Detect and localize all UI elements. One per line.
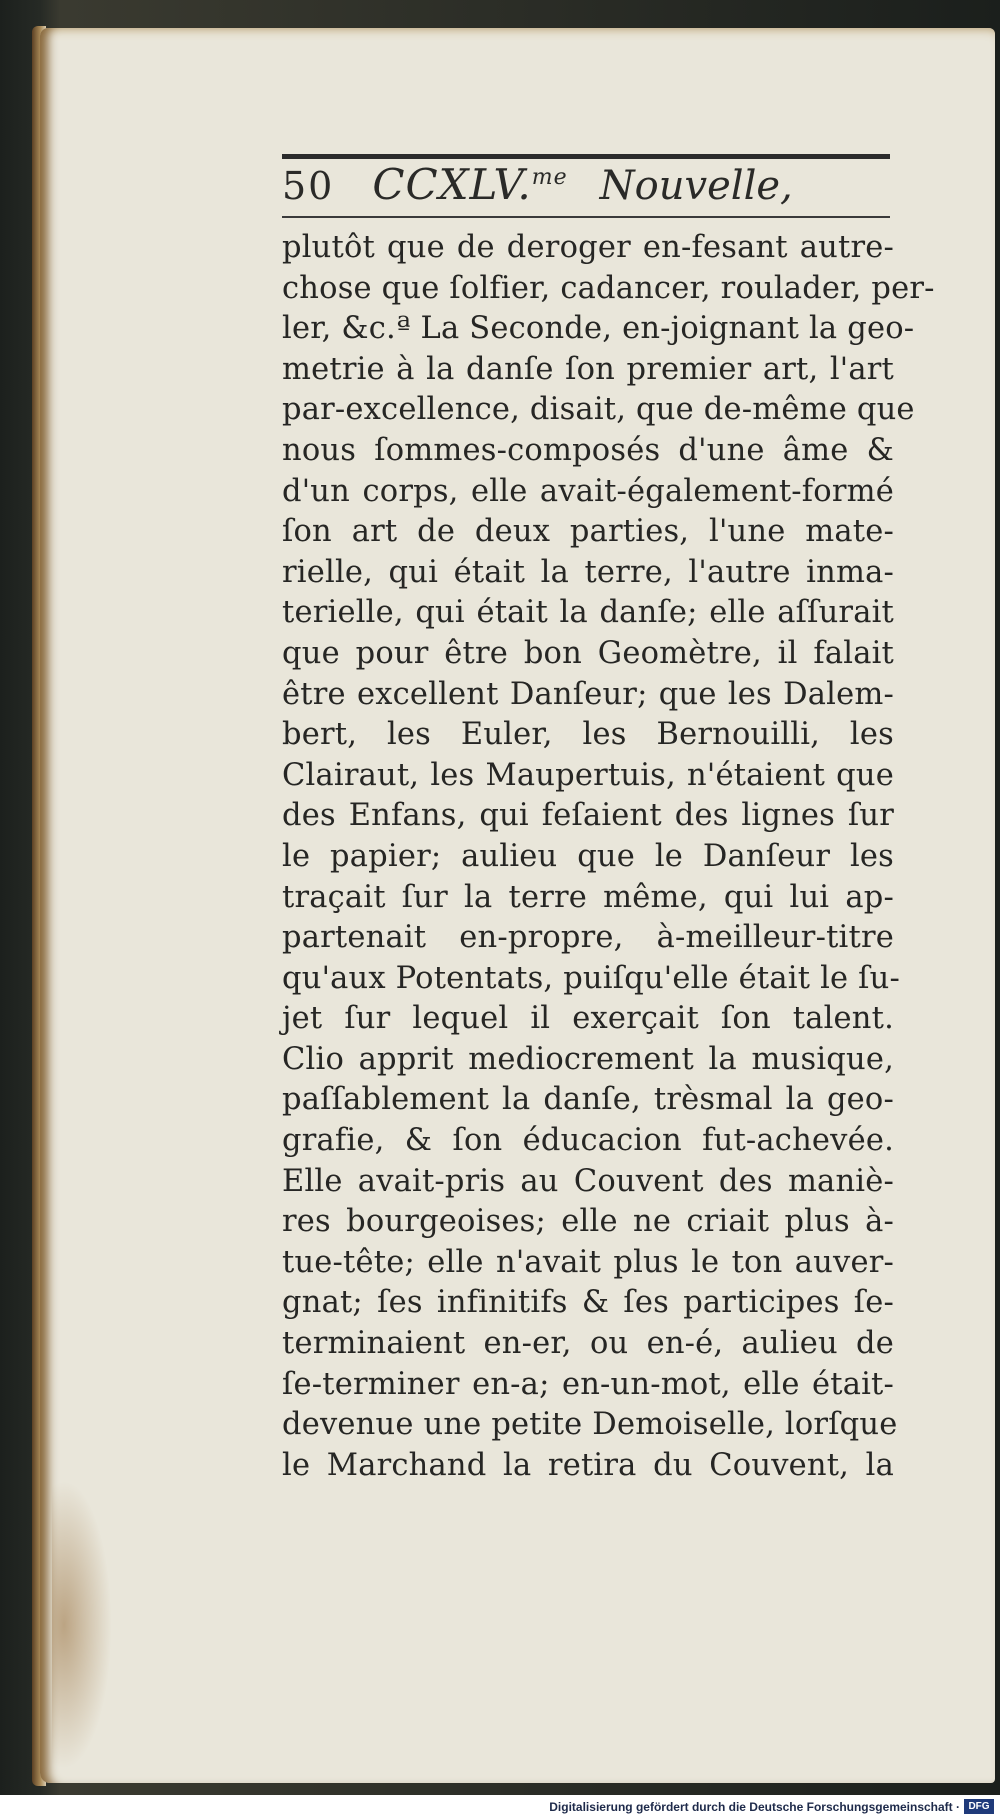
text-line: par-excellence, disait, que de-même que — [282, 392, 915, 428]
head-rule-top — [282, 154, 890, 159]
text-line: metrie à la danſe ſon premier art, l'art — [282, 351, 894, 387]
chapter-numeral — [372, 160, 567, 209]
body-text — [282, 228, 935, 1486]
text-line: terminaient en-er, ou en-é, aulieu de — [282, 1326, 894, 1362]
text-line: res bourgeoises; elle ne criait plus à- — [282, 1204, 894, 1240]
text-line: des Enfans, qui feſaient des lignes ſur — [282, 798, 894, 834]
text-line: le papier; aulieu que le Danſeur les — [282, 838, 894, 874]
text-line: traçait ſur la terre même, qui lui ap- — [282, 879, 894, 915]
text-line: être excellent Danſeur; que les Dalem- — [282, 676, 894, 712]
text-line: Elle avait-pris au Couvent des maniè- — [282, 1163, 894, 1199]
text-line: nous ſommes-composés d'une âme & — [282, 432, 894, 468]
text-line: bert, les Euler, les Bernouilli, les — [282, 717, 894, 753]
chapter-word: Nouvelle, — [599, 163, 793, 209]
text-line: Clio apprit mediocrement la musique, — [282, 1041, 894, 1077]
text-line: ſon art de deux parties, l'une mate- — [282, 514, 894, 550]
text-line: que pour être bon Geomètre, il falait — [282, 635, 894, 671]
text-line: grafie, & ſon éducacion fut-achevée. — [282, 1123, 894, 1159]
text-line: ler, &c.ª La Seconde, en-joignant la geo- — [282, 311, 915, 347]
text-line: chose que ſolfier, cadancer, roulader, per- — [282, 270, 935, 306]
text-line: terielle, qui était la danſe; elle aſſurait — [282, 595, 894, 631]
head-rule-bottom — [282, 216, 890, 218]
text-line: tue-tête; elle n'avait plus le ton auver- — [282, 1244, 894, 1280]
running-head — [282, 160, 890, 216]
text-line: jet ſur lequel il exerçait ſon talent. — [282, 1001, 894, 1037]
text-line: devenue une petite Demoiselle, lorſque — [282, 1407, 898, 1443]
text-line: plutôt que de deroger en-fesant autre- — [282, 230, 894, 265]
text-line: paſſablement la danſe, trèsmal la geo- — [282, 1082, 894, 1118]
chapter-numeral-superscript: me — [531, 165, 568, 190]
text-line: qu'aux Potentats, puiſqu'elle était le ſu- — [282, 960, 901, 996]
text-line: ſe-terminer en-a; en-un-mot, elle était- — [282, 1366, 894, 1402]
text-line: rielle, qui était la terre, l'autre inma- — [282, 554, 894, 590]
text-line: gnat; ſes infinitifs & ſes participes ſe- — [282, 1285, 894, 1321]
dfg-logo: DFG — [964, 1799, 994, 1814]
page-number: 50 — [282, 164, 335, 208]
text-line: partenait en-propre, à-meilleur-titre — [282, 920, 894, 956]
footer-credit: Digitalisierung gefördert durch die Deutsche Forschungsgemeinschaft · — [549, 1800, 960, 1814]
text-line: Clairaut, les Maupertuis, n'étaient que — [282, 757, 894, 793]
page-stain — [52, 1480, 112, 1770]
chapter-numeral-text: CCXLV. — [372, 160, 532, 209]
text-line: le Marchand la retira du Couvent, la — [282, 1447, 894, 1483]
text-line: d'un corps, elle avait-également-formé — [282, 473, 894, 509]
